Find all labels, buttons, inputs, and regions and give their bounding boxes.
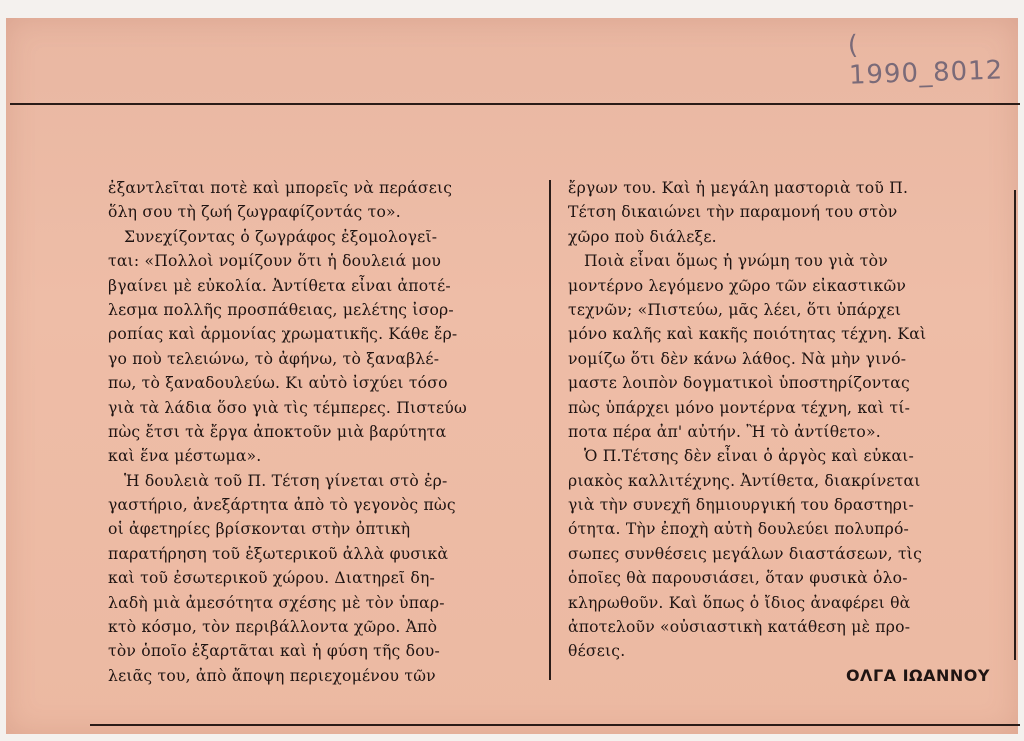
text-line: ότητα. Τὴν ἐποχὴ αὐτὴ δουλεύει πολυπρό- — [568, 520, 910, 539]
top-rule — [10, 103, 1020, 105]
text-line: Ποιὰ εἶναι ὅμως ἡ γνώμη του γιὰ τὸν — [584, 252, 888, 271]
text-line: ροπίας καὶ ἁρμονίας χρωματικῆς. Κάθε ἔρ- — [108, 325, 458, 344]
text-line: Συνεχίζοντας ὁ ζωγράφος ἐξομολογεῖ- — [124, 227, 438, 246]
text-line: νομίζω ὅτι δὲν κάνω λάθος. Νὰ μὴν γινό- — [568, 349, 907, 368]
text-line: οἱ ἀφετηρίες βρίσκονται στὴν ὀπτικὴ — [108, 520, 411, 539]
text-line: γο ποὺ τελειώνω, τὸ ἀφήνω, τὸ ξαναβλέ- — [108, 349, 440, 368]
text-line: χῶρο ποὺ διάλεξε. — [568, 227, 717, 246]
text-line: παρατήρηση τοῦ ἐξωτερικοῦ ἀλλὰ φυσικὰ — [108, 544, 449, 563]
text-line: καὶ τοῦ ἐσωτερικοῦ χώρου. Διατηρεῖ δη- — [108, 569, 435, 588]
text-line: ὅλη σου τὴ ζωή ζωγραφίζοντάς το». — [108, 203, 401, 222]
text-line: λαδὴ μιὰ ἀμεσότητα σχέσης μὲ τὸν ὑπαρ- — [108, 593, 445, 612]
column-divider — [549, 180, 551, 680]
text-line: ριακὸς καλλιτέχνης. Ἀντίθετα, διακρίνεται — [568, 471, 921, 490]
text-line: ται: «Πολλοὶ νομίζουν ὅτι ἡ δουλειά μου — [108, 252, 442, 271]
text-line: Ὁ Π.Τέτσης δὲν εἶναι ὁ ἀργὸς καὶ εὐκαι- — [584, 447, 914, 466]
text-line: πὼς ὑπάρχει μόνο μοντέρνα τέχνη, καὶ τί- — [568, 398, 911, 417]
left-column — [108, 176, 536, 688]
text-line: ἀποτελοῦν «οὐσιαστικὴ κατάθεση μὲ προ- — [568, 618, 911, 637]
text-line: τὸν ὁποῖο ἐξαρτᾶται καὶ ἡ φύση τῆς δου- — [108, 642, 440, 661]
text-line: πω, τὸ ξαναδουλεύω. Κι αὐτὸ ἰσχύει τόσο — [108, 374, 448, 393]
text-line: σωπες συνθέσεις μεγάλων διαστάσεων, τὶς — [568, 544, 923, 563]
text-line: καὶ ἕνα μέστωμα». — [108, 447, 262, 466]
text-line: κληρωθοῦν. Καὶ ὅπως ὁ ἴδιος ἀναφέρει θὰ — [568, 593, 911, 612]
bottom-rule — [90, 724, 1020, 726]
text-line: ἐξαντλεῖται ποτὲ καὶ μπορεῖς νὰ περάσεις — [108, 179, 453, 197]
right-edge-rule — [1014, 190, 1016, 660]
text-line: πὼς ἔτσι τὰ ἔργα ἀποκτοῦν μιὰ βαρύτητα — [108, 422, 447, 441]
author-signature: ΟΛΓΑ ΙΩΑΝΝΟΥ — [845, 666, 990, 685]
right-column — [568, 176, 994, 664]
text-line: μόνο καλῆς καὶ κακῆς ποιότητας τέχνη. Καὶ — [568, 325, 927, 344]
text-line: γιὰ τὴν συνεχῆ δημιουργική του δραστηρι- — [568, 496, 914, 515]
text-line: λεσμα πολλῆς προσπάθειας, μελέτης ἰσορ- — [108, 300, 454, 319]
text-line: κτὸ κόσμο, τὸν περιβάλλοντα χῶρο. Ἀπὸ — [108, 618, 438, 637]
text-line: ἔργων του. Καὶ ἡ μεγάλη μαστοριὰ τοῦ Π. — [568, 179, 909, 197]
handwritten-note: ( 1990_8012 — [847, 30, 1004, 91]
text-line: Ἡ δουλειὰ τοῦ Π. Τέτση γίνεται στὸ ἐρ- — [124, 471, 448, 490]
text-line: μαστε λοιπὸν δογματικοὶ ὑποστηρίζοντας — [568, 374, 910, 393]
text-line: μοντέρνο λεγόμενο χῶρο τῶν εἰκαστικῶν — [568, 276, 907, 295]
text-line: Τέτση δικαιώνει τὴν παραμονή του στὸν — [568, 203, 898, 222]
text-line: λειᾶς του, ἀπὸ ἄποψη περιεχομένου τῶν — [108, 666, 436, 685]
text-line: γιὰ τὰ λάδια ὅσο γιὰ τὶς τέμπερες. Πιστεύω — [108, 398, 467, 417]
text-line: τεχνῶν; «Πιστεύω, μᾶς λέει, ὅτι ὑπάρχει — [568, 300, 902, 319]
text-line: βγαίνει μὲ εὐκολία. Ἀντίθετα εἶναι ἀποτέ- — [108, 276, 451, 295]
text-line: ὁποῖες θὰ παρουσιάσει, ὅταν φυσικὰ ὁλο- — [568, 569, 908, 588]
text-line: ποτα πέρα ἀπ' αὐτήν. Ἢ τὸ ἀντίθετο». — [568, 422, 881, 441]
text-line: θέσεις. — [568, 642, 626, 661]
text-line: γαστήριο, ἀνεξάρτητα ἀπὸ τὸ γεγονὸς πὼς — [108, 496, 456, 515]
